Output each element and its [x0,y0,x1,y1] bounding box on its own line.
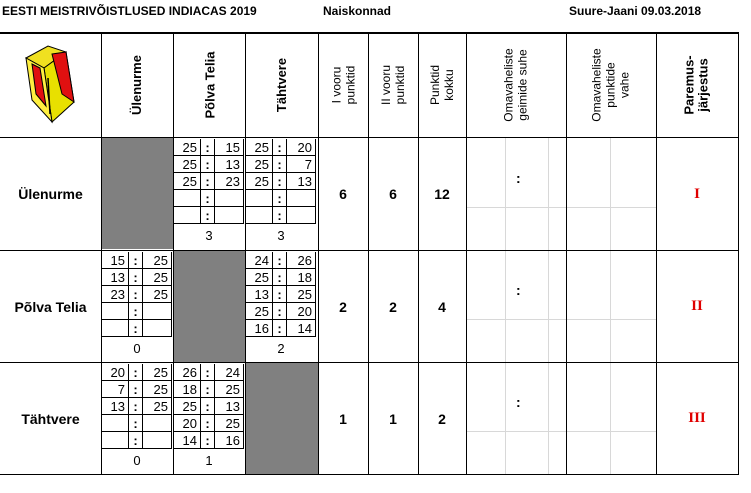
set-score-row [246,173,316,190]
set-score-home: 20 [174,415,201,432]
set-score-row [246,320,316,337]
header-team1-label: Ülenurme [129,55,144,115]
set-score-away [143,320,172,337]
set-score-home: 25 [174,139,201,156]
set-score-separator: : [129,381,143,398]
set-score-separator: : [129,252,143,269]
set-score-row [246,303,316,320]
row3-total: 2 [438,410,446,427]
header-round2-label: II vooru punktid [379,64,407,106]
set-score-row [174,432,244,449]
set-score-separator: : [201,415,215,432]
set-score-row [174,398,244,415]
set-score-separator: : [273,320,287,337]
row1-sub-divider [466,207,656,208]
set-score-separator: : [201,364,215,381]
set-score-away [215,190,244,207]
set-score-home: 16 [246,320,273,337]
sets-won: 0 [133,453,141,468]
header-total [418,33,466,137]
set-score-separator: : [273,252,287,269]
set-score-row [246,156,316,173]
set-score-away [287,207,316,224]
set-score-home: 23 [102,286,129,303]
set-score-separator: : [129,432,143,449]
set-score-away: 13 [215,398,244,415]
row-team-polva-telia: Põlva Telia [14,298,87,315]
row1-rank: I [694,185,700,202]
set-score-away: 15 [215,139,244,156]
tournament-title: EESTI MEISTRIVÕISTLUSED INDIACAS 2019 [2,4,257,18]
header-ratio [466,33,566,137]
set-score-separator: : [201,207,215,224]
sets-won: 1 [205,453,213,468]
set-score-away: 26 [287,252,316,269]
set-score-away [215,207,244,224]
diagonal-cell-3 [246,363,318,474]
set-score-row [102,364,172,381]
set-score-row [174,139,244,156]
set-score-separator: : [129,269,143,286]
row2-rank: II [691,298,703,314]
set-score-row [102,252,172,269]
set-score-away: 25 [143,252,172,269]
sets-won: 2 [277,341,285,356]
set-score-away: 24 [215,364,244,381]
row3-ratio: : [516,394,521,410]
header-team3-label: Tähtvere [273,57,289,113]
set-score-away: 16 [215,432,244,449]
diagonal-cell-2 [174,251,246,362]
place-date: Suure-Jaani 09.03.2018 [569,4,702,18]
set-score-separator: : [273,139,287,156]
set-score-row [174,415,244,432]
set-score-separator: : [201,156,215,173]
set-score-separator: : [201,381,215,398]
header-total-label: Punktid kokku [428,64,456,106]
set-score-row [246,139,316,156]
set-score-row [102,286,172,303]
set-score-separator: : [129,320,143,337]
header-rank [656,33,738,137]
row2-round1: 2 [339,298,347,315]
set-score-home: 25 [174,173,201,190]
row2-round2: 2 [389,298,397,315]
set-score-home [102,320,129,337]
set-score-separator: : [273,156,287,173]
ratio-divider-1 [505,138,506,474]
set-score-row [102,415,172,432]
row3-sub-divider [466,431,656,432]
set-score-separator: : [273,173,287,190]
set-score-row [102,381,172,398]
set-score-away: 18 [287,269,316,286]
row1-ratio: : [516,170,521,186]
header-team2 [174,33,246,137]
set-score-away [143,432,172,449]
set-score-away: 13 [215,156,244,173]
header-round1 [318,33,368,137]
header-round2 [368,33,418,137]
set-score-row [102,303,172,320]
set-score-home: 20 [102,364,129,381]
set-score-home: 25 [246,173,273,190]
header-round1-label: I vooru punktid [328,65,357,105]
set-score-home: 25 [174,156,201,173]
set-score-away: 25 [143,364,172,381]
ratio-divider-2 [548,138,549,474]
set-score-home: 13 [246,286,273,303]
header-diff [566,33,656,137]
set-score-home [102,415,129,432]
set-score-home [174,190,201,207]
diff-divider [610,138,611,474]
set-score-away [143,303,172,320]
set-score-row [102,269,172,286]
sets-won: 3 [277,228,285,243]
set-score-away: 25 [143,286,172,303]
set-score-away: 25 [143,269,172,286]
set-score-separator: : [201,139,215,156]
set-score-away [143,415,172,432]
set-score-home: 13 [102,398,129,415]
set-score-away: 14 [287,320,316,337]
set-score-row [102,320,172,337]
set-score-home [102,303,129,320]
set-score-home: 14 [174,432,201,449]
row1-total: 12 [434,186,450,202]
set-score-separator: : [201,173,215,190]
sets-won: 3 [205,228,213,243]
row-team-tahtvere: Tähtvere [21,410,80,427]
set-score-separator: : [201,432,215,449]
header-diff-label: Omavaheliste punktide vahe [590,48,632,122]
set-score-away [287,190,316,207]
set-score-home: 25 [246,139,273,156]
set-score-separator: : [273,269,287,286]
set-score-away: 25 [143,381,172,398]
set-score-row [174,364,244,381]
set-score-home [246,207,273,224]
set-score-home [102,432,129,449]
set-score-row [246,252,316,269]
set-score-away: 20 [287,303,316,320]
header-rank-label: Paremus- järjestus [682,55,711,115]
row2-sub-divider [466,319,656,320]
diagonal-cell-1 [101,138,173,249]
set-score-home: 26 [174,364,201,381]
set-score-row [174,173,244,190]
set-score-row [246,190,316,207]
set-score-home: 24 [246,252,273,269]
set-score-away: 23 [215,173,244,190]
row3-rank: III [688,410,706,426]
row2-total: 4 [438,298,446,315]
set-score-row [246,207,316,224]
set-score-separator: : [129,398,143,415]
header-team3 [246,33,318,137]
set-score-away: 7 [287,156,316,173]
set-score-away: 25 [215,381,244,398]
set-score-separator: : [273,303,287,320]
set-score-separator: : [129,286,143,303]
row1-round1: 6 [339,186,347,202]
set-score-home: 25 [246,303,273,320]
sets-won: 0 [133,341,141,356]
header-ratio-label: Omavaheliste geimide suhe [502,48,530,122]
set-score-row [174,207,244,224]
set-score-row [102,432,172,449]
set-score-away: 13 [287,173,316,190]
set-score-home [174,207,201,224]
set-score-home: 25 [246,269,273,286]
set-score-separator: : [201,398,215,415]
set-score-separator: : [129,303,143,320]
set-score-home: 7 [102,381,129,398]
set-score-home: 18 [174,381,201,398]
set-score-row [102,398,172,415]
set-score-home: 25 [246,156,273,173]
set-score-separator: : [273,207,287,224]
set-score-separator: : [273,286,287,303]
logo [22,42,80,124]
row3-round1: 1 [339,410,347,427]
set-score-row [174,381,244,398]
set-score-separator: : [273,190,287,207]
set-score-away: 25 [143,398,172,415]
category-label: Naiskonnad [323,4,392,18]
set-score-row [246,286,316,303]
header-team2-label: Põlva Telia [202,51,217,119]
set-score-separator: : [129,364,143,381]
set-score-separator: : [129,415,143,432]
indiaca-shuttlecock-icon [22,42,80,124]
row1-round2: 6 [389,186,397,202]
set-score-away: 20 [287,139,316,156]
set-score-home [246,190,273,207]
set-score-row [174,156,244,173]
set-score-row [246,269,316,286]
set-score-separator: : [201,190,215,207]
row-team-ulenurme: Ülenurme [18,186,83,202]
row2-ratio: : [516,282,521,298]
set-score-home: 13 [102,269,129,286]
row3-round2: 1 [389,410,397,427]
set-score-row [174,190,244,207]
set-score-away: 25 [215,415,244,432]
set-score-home: 15 [102,252,129,269]
header-team1 [101,33,173,137]
set-score-away: 25 [287,286,316,303]
set-score-home: 25 [174,398,201,415]
